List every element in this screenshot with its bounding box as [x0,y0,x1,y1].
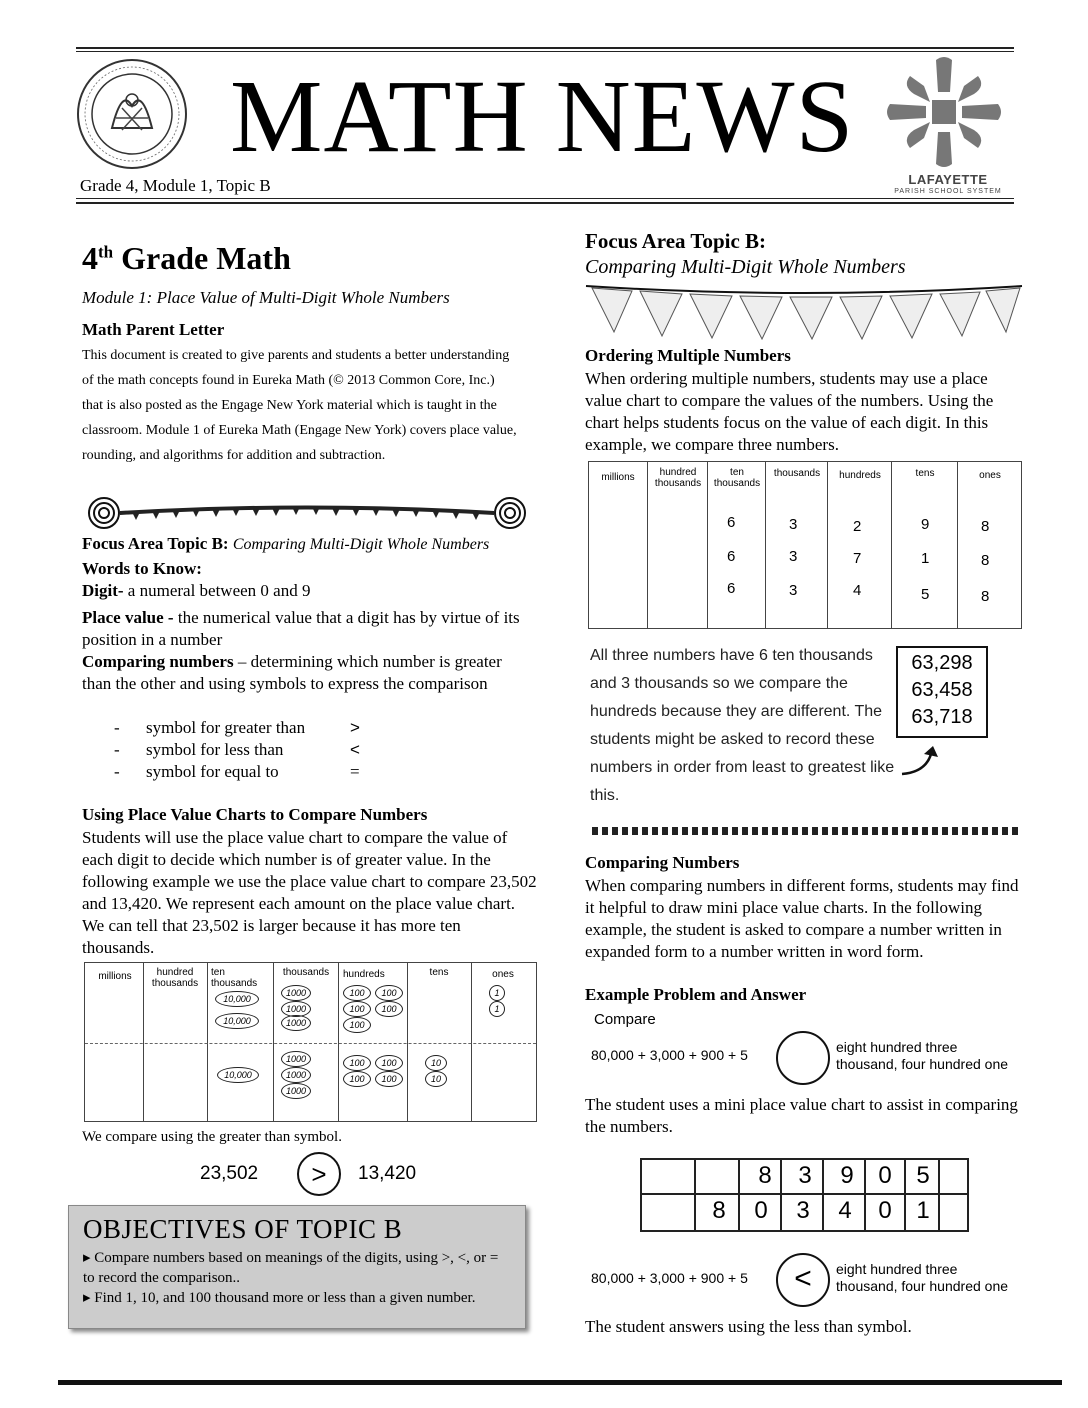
objectives-box [68,1205,526,1329]
mini-cell: 3 [798,1162,812,1189]
table-cell: 1 [921,550,930,567]
hundred-disk: 100 [375,985,403,1001]
chart-header-ten-thousands: ten thousands [211,967,258,989]
thousand-disk: 1000 [281,985,311,1001]
compare-label: Compare [594,1011,656,1028]
words-heading: Words to Know: [82,559,202,578]
hundred-disk: 100 [375,1055,403,1071]
table-header-millions: millions [601,472,635,483]
mini-cell: 1 [916,1197,930,1224]
focus-area-line: Focus Area Topic B: Comparing Multi-Digit Whole Numbers [82,534,490,553]
ten-disk: 10 [425,1071,447,1087]
table-cell: 8 [981,552,990,569]
symbol-row-less: - symbol for less than < [114,740,360,759]
table-header-hundreds: hundreds [839,470,881,481]
one-disk: 1 [489,985,505,1001]
parent-letter-heading: Math Parent Letter [82,320,225,339]
table-header-tens: tens [915,468,935,479]
ordered-number: 63,298 [911,652,973,674]
spiral-divider-icon [82,496,532,530]
comparing-heading: Comparing Numbers [585,853,740,872]
charts-body: Students will use the place value chart to compare the value of each digit to decide which number is of greater value. In the following example we use the place value chart to compare 23,502 and 13,420. We represent each amount on the place value chart. We can tell that 23,502 is larger because it has more ten thousands. [82,828,537,957]
table-cell: 2 [853,518,862,535]
table-header-ten-thousands: ten thousands [713,467,761,489]
word-form-answer: eight hundred three thousand, four hundred one [836,1261,1009,1294]
comparing-definition: Comparing numbers – determining which number is greater than the other and using symbols to express the comparison [82,652,502,693]
hundred-disk: 100 [343,1017,371,1033]
thousand-disk: 1000 [281,1051,311,1067]
ten-disk: 10 [425,1055,447,1071]
hundred-disk: 100 [375,1071,403,1087]
school-board-seal-icon [76,58,188,170]
triangle-bullet-icon: ▸ [83,1250,91,1266]
header-rule-thin [76,198,1014,199]
expanded-form-answer: 80,000 + 3,000 + 900 + 5 [591,1270,748,1286]
table-cell: 3 [789,516,798,533]
table-cell: 5 [921,586,930,603]
place-value-disk-chart [84,962,537,1122]
district-logo-text: LAFAYETTE [908,172,988,187]
hundred-disk: 100 [343,1055,371,1071]
table-cell: 4 [853,582,862,599]
table-header-hundred-thousands: hundred thousands [654,467,702,489]
right-focus-heading: Focus Area Topic B: [585,229,767,253]
disk-layer [85,963,536,1121]
digit-definition: Digit- a numeral between 0 and 9 [82,581,311,600]
grade-heading: 4th Grade Math [82,240,291,276]
thousand-disk: 1000 [281,1067,311,1083]
masthead-title: MATH NEWS [230,59,855,174]
mini-place-value-chart [640,1158,969,1232]
mini-cell: 8 [758,1162,772,1189]
chart-header-ones: ones [492,969,514,980]
ordered-number: 63,458 [911,679,973,701]
compare-right-number: 13,420 [358,1163,417,1184]
district-logo-subtext: PARISH SCHOOL SYSTEM [894,188,1002,195]
table-cell: 6 [727,548,736,565]
charts-heading: Using Place Value Charts to Compare Numbers [82,805,428,824]
table-cell: 9 [921,516,930,533]
thousand-disk: 1000 [281,1015,311,1031]
table-cell: 8 [981,518,990,535]
ten-thousand-disk: 10,000 [217,1067,259,1083]
comparing-body: When comparing numbers in different forms, students may find it helpful to draw mini place value charts. In the following example, the student is asked to compare a number written in expanded form to a number written in word form. [585,876,1019,961]
mini-cell: 3 [796,1197,810,1224]
greater-than-circle: > [297,1152,341,1196]
chart-header-hundreds: hundreds [343,969,385,980]
mini-cell: 4 [838,1197,852,1224]
less-than-circle: < [776,1253,830,1307]
ten-thousand-disk: 10,000 [215,991,259,1007]
table-cell: 8 [981,588,990,605]
objective-item: ▸ Compare numbers based on meanings of the digits, using >, <, or = to record the comparison.. [83,1250,499,1286]
compare-left-number: 23,502 [200,1163,259,1184]
mini-cell: 5 [916,1162,930,1189]
table-header-ones: ones [979,470,1001,481]
ordering-explanation: All three numbers have 6 ten thousands and 3 thousands so we compare the hundreds because they are different. The students might be asked to record these numbers in order from least to greatest like this. [590,647,895,804]
table-cell: 6 [727,514,736,531]
ordering-heading: Ordering Multiple Numbers [585,346,791,365]
triangle-bullet-icon: ▸ [83,1290,91,1306]
objectives-title: OBJECTIVES OF TOPIC B [83,1214,403,1244]
right-focus-subheading: Comparing Multi-Digit Whole Numbers [585,256,906,278]
one-disk: 1 [489,1001,505,1017]
table-cell: 6 [727,580,736,597]
chart-header-thousands: thousands [282,967,330,978]
hundred-disk: 100 [343,1001,371,1017]
hundred-disk: 100 [375,1001,403,1017]
top-rule [76,47,1014,49]
chart-header-hundred-thousands: hundred thousands [151,967,199,989]
issue-subtitle: Grade 4, Module 1, Topic B [80,176,271,195]
mini-cell: 8 [712,1197,726,1224]
hundred-disk: 100 [343,1071,371,1087]
chart-header-millions: millions [98,971,132,982]
mini-cell: 0 [754,1197,768,1224]
fleur-cross-logo-icon [880,56,1008,168]
final-answer-text: The student answers using the less than symbol. [585,1317,912,1336]
dotted-divider [592,827,1020,835]
table-cell: 3 [789,582,798,599]
ordered-numbers-box [896,646,988,738]
header-rule [76,202,1014,204]
thousand-disk: 1000 [281,1001,311,1017]
ten-thousand-disk: 10,000 [215,1013,259,1029]
mini-cell: 0 [878,1162,892,1189]
top-rule-thin [76,51,1014,52]
pennant-banner-icon [584,284,1024,342]
table-cell: 7 [853,550,862,567]
mini-chart-body: The student uses a mini place value chart to assist in comparing the numbers. [585,1095,1018,1136]
mini-cell: 9 [840,1162,854,1189]
example-heading: Example Problem and Answer [585,985,807,1004]
bottom-rule [58,1380,1062,1385]
table-header-thousands: thousands [773,468,821,479]
empty-compare-circle [776,1031,830,1085]
chart-header-tens: tens [429,967,449,978]
objective-item: ▸ Find 1, 10, and 100 thousand more or less than a given number. [83,1290,476,1306]
parent-letter-body: This document is created to give parents and students a better understanding of the math concepts found in Eureka Math (© 2013 Common Core, Inc.) that is also posted as the Engage New York material which is taught in the classroom. Module 1 of Eureka Math (Engage New York) covers place value, rounding, and algorithms for addition and subtraction. [82,348,517,463]
compare-note: We compare using the greater than symbol. [82,1129,342,1145]
symbol-row-greater: - symbol for greater than > [114,718,360,737]
expanded-form: 80,000 + 3,000 + 900 + 5 [591,1047,748,1063]
thousand-disk: 1000 [281,1083,311,1099]
ordered-number: 63,718 [911,706,973,728]
curved-arrow-icon [898,744,942,778]
module-title: Module 1: Place Value of Multi-Digit Whole Numbers [82,288,450,307]
table-cell: 3 [789,548,798,565]
ordering-place-value-table [588,461,1022,629]
word-form: eight hundred three thousand, four hundred one [836,1039,1009,1072]
mini-cell: 0 [878,1197,892,1224]
ordering-body: When ordering multiple numbers, students may use a place value chart to compare the values of the numbers. Using the chart helps students focus on the value of each digit. In this example, we compare three numbers. [585,369,994,454]
hundred-disk: 100 [343,985,371,1001]
symbol-row-equal: - symbol for equal to = [114,762,360,781]
place-value-definition: Place value - the numerical value that a digit has by virtue of its position in a number [82,608,520,649]
